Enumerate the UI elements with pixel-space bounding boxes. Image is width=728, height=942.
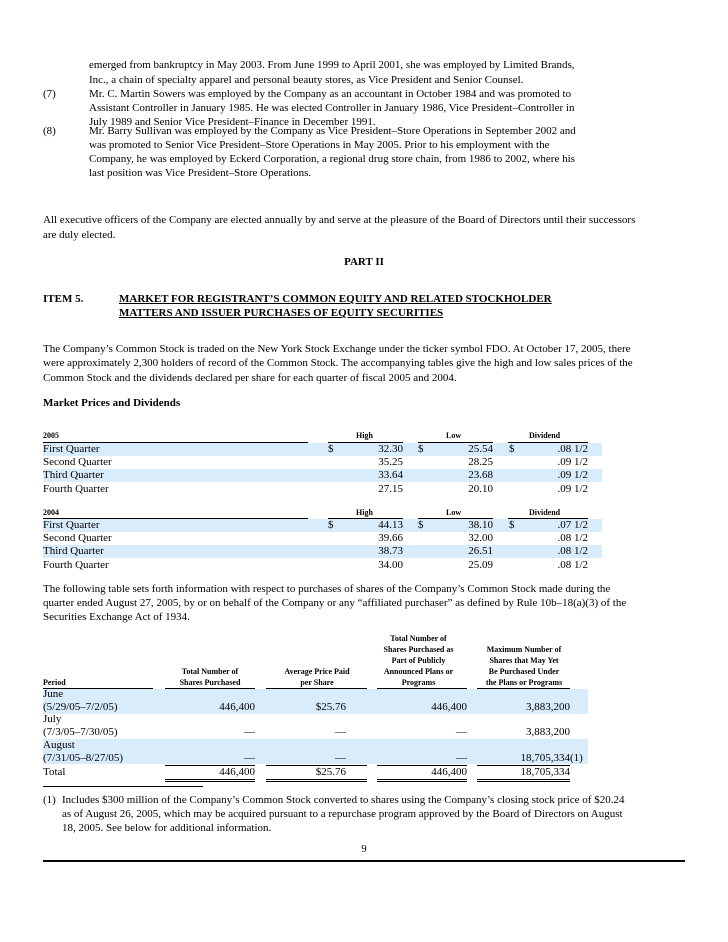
announced-header-2: Shares Purchased as [383,645,454,654]
avg-value: $25.76 [315,766,346,778]
high-header: High [356,431,373,440]
page-bottom-rule [43,860,685,862]
total-label: Total [43,766,66,778]
quarter-label: First Quarter [43,443,100,455]
dividend-value: .09 1/2 [557,456,588,468]
period-range: (7/3/05–7/30/05) [43,726,118,738]
period-month: August [43,739,75,751]
dividend-value: .08 1/2 [557,559,588,571]
footnote-line-1: Includes $300 million of the Company’s Common Stock converted to shares using the Company’s closing stock price of $20.24 [62,794,625,806]
quarter-label: Fourth Quarter [43,483,109,495]
dividend-value: .09 1/2 [557,469,588,481]
footnote-ref: (1) [570,752,583,764]
note-8-line-1: Mr. Barry Sullivan was employed by the Company as Vice President–Store Operations in September 2002 and [89,125,576,137]
year-label: 2005 [43,431,59,440]
officers-line-1: All executive officers of the Company are elected annually by and serve at the pleasure of the Board of Directors until their successors [43,214,636,226]
market-heading: Market Prices and Dividends [43,397,181,409]
footnote-rule [43,786,203,787]
avg-header-1: Average Price Paid [284,667,350,676]
max-value: 18,705,334 [520,752,570,764]
dollar-sign: $ [509,519,515,531]
avg-value: $25.76 [315,701,346,713]
quarter-label: Third Quarter [43,545,104,557]
total-value: 446,400 [219,701,255,713]
note-8-line-3: Company, he was employed by Eckerd Corporation, a regional drug store chain, from 1986 to 2002, where his [89,153,575,165]
avg-header-2: per Share [300,678,334,687]
note-7-label: (7) [43,88,56,100]
low-value: 28.25 [468,456,493,468]
high-value: 39.66 [378,532,403,544]
high-value: 27.15 [378,483,403,495]
low-header: Low [446,508,462,517]
max-header-1: Maximum Number of [486,645,562,654]
note-6-line-2: Inc., a chain of specialty apparel and personal beauty stores, as Vice President and Senior Counsel. [89,74,524,86]
purchase-line-3: Securities Exchange Act of 1934. [43,611,190,623]
avg-value: — [335,752,346,764]
period-month: July [43,713,62,725]
note-7-line-1: Mr. C. Martin Sowers was employed by the Company as an accountant in October 1984 and was promoted to [89,88,572,100]
item-title-line-2: MATTERS AND ISSUER PURCHASES OF EQUITY SECURITIES [119,307,444,319]
total-header-2: Shares Purchased [179,678,241,687]
announced-value: 446,400 [431,701,467,713]
low-header: Low [446,431,462,440]
announced-header-3: Part of Publicly [391,656,446,665]
high-value: 34.00 [378,559,403,571]
intro-line-3: Common Stock and the dividends declared per share for each quarter of fiscal 2005 and 2004. [43,372,457,384]
dividend-value: .09 1/2 [557,483,588,495]
dividend-header: Dividend [529,431,561,440]
item-title-line-1: MARKET FOR REGISTRANT’S COMMON EQUITY AND RELATED STOCKHOLDER [119,293,552,305]
period-range: (7/31/05–8/27/05) [43,752,124,764]
dividend-value: .08 1/2 [557,443,588,455]
announced-header-4: Announced Plans or [383,667,454,676]
item-label: ITEM 5. [43,293,84,305]
dividend-value: .07 1/2 [557,519,588,531]
period-range: (5/29/05–7/2/05) [43,701,118,713]
note-8-label: (8) [43,125,56,137]
intro-line-1: The Company’s Common Stock is traded on the New York Stock Exchange under the ticker symbol FDO. At October 17, 2005, there [43,343,631,355]
page-number: 9 [361,843,367,855]
announced-value: — [456,726,467,738]
dollar-sign: $ [328,519,334,531]
note-7-line-2: Assistant Controller in January 1985. He was elected Controller in January 1986, Vice President–Controller in [89,102,575,114]
dividend-header: Dividend [529,508,561,517]
purchase-line-1: The following table sets forth information with respect to purchases of shares of the Company’s Common Stock made during the [43,583,611,595]
low-value: 26.51 [468,545,493,557]
max-header-2: Shares that May Yet [489,656,559,665]
high-value: 38.73 [378,545,403,557]
period-header: Period [43,678,66,687]
high-value: 44.13 [378,519,403,531]
announced-header-5: Programs [401,678,436,687]
part-heading: PART II [344,256,384,268]
low-value: 20.10 [468,483,493,495]
footnote-label: (1) [43,794,56,806]
footnote-line-2: as of August 26, 2005, which may be acquired pursuant to a repurchase program approved by the Board of Directors on August [62,808,623,820]
dollar-sign: $ [418,443,424,455]
max-value: 3,883,200 [526,701,570,713]
note-7-line-3: July 1989 and Senior Vice President–Finance in December 1991. [89,116,376,128]
quarter-label: Fourth Quarter [43,559,109,571]
total-value: — [244,726,255,738]
max-value: 3,883,200 [526,726,570,738]
year-label: 2004 [43,508,59,517]
high-header: High [356,508,373,517]
dividend-value: .08 1/2 [557,545,588,557]
total-header-1: Total Number of [181,667,239,676]
low-value: 25.54 [468,443,493,455]
total-value: 446,400 [219,766,255,778]
dividend-value: .08 1/2 [557,532,588,544]
purchase-line-2: quarter ended August 27, 2005, by or on behalf of the Company or any “affiliated purchaser” as defined by Rule 10b–18(a)(3) of the [43,597,627,609]
total-value: — [244,752,255,764]
officers-line-2: are duly elected. [43,229,116,241]
quarter-label: Second Quarter [43,456,112,468]
dollar-sign: $ [509,443,515,455]
quarter-label: First Quarter [43,519,100,531]
announced-value: — [456,752,467,764]
intro-line-2: were approximately 2,300 holders of record of the Common Stock. The accompanying tables give the high and low sales prices of the [43,357,633,369]
note-6-line-1: emerged from bankruptcy in May 2003. From June 1999 to April 2001, she was employed by Limited Brands, [89,59,575,71]
dollar-sign: $ [328,443,334,455]
max-header-4: the Plans or Programs [485,678,563,687]
max-header-3: Be Purchased Under [488,667,560,676]
low-value: 38.10 [468,519,493,531]
quarter-label: Second Quarter [43,532,112,544]
max-value: 18,705,334 [520,766,570,778]
period-month: June [43,688,64,700]
dollar-sign: $ [418,519,424,531]
avg-value: — [335,726,346,738]
note-8-line-4: last position was Vice President–Store Operations. [89,167,312,179]
note-8-line-2: was promoted to Senior Vice President–Store Operations in May 2005. Prior to his employment with the [89,139,550,151]
announced-header-1: Total Number of [390,634,447,643]
footnote-line-3: 18, 2005. See below for additional information. [62,822,272,834]
high-value: 32.30 [378,443,403,455]
low-value: 32.00 [468,532,493,544]
high-value: 35.25 [378,456,403,468]
announced-value: 446,400 [431,766,467,778]
quarter-label: Third Quarter [43,469,104,481]
low-value: 23.68 [468,469,493,481]
high-value: 33.64 [378,469,403,481]
low-value: 25.09 [468,559,493,571]
